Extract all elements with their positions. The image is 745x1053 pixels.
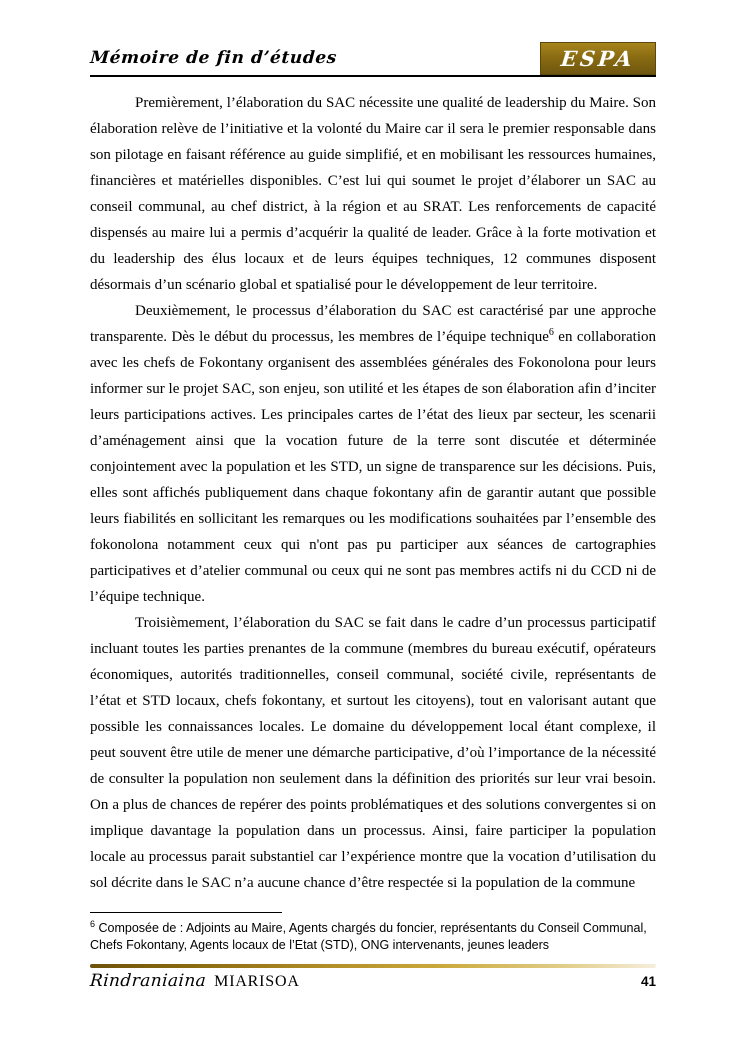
footnote-text <box>90 920 656 954</box>
footnote-area <box>90 912 656 954</box>
footnote-reference-6: 6 <box>548 327 554 338</box>
paragraph-troisiemement: Troisièmement, l’élaboration du SAC se fait dans le cadre d’un processus participatif incluant toutes les parties prenantes de la commune (membres du bureau exécutif, opérateurs économiques, autorités traditionnelles, conseil communal, société civile, représentants de l’état et STD locaux, chefs fokontany, et surtout les citoyens), tout en valorisant autant que possible les connaissances locales. Le domaine du développement local étant complexe, il peut souvent être utile de mener une démarche participative, d’où l’importance de la nécessité de consulter la population non seulement dans la définition des priorités sur leur vrai besoin. On a plus de chances de repérer des points problématiques et des solutions convergentes si on implique davantage la population dans un processus. Ainsi, faire participer la population locale au processus parait substantiel car l’expérience montre que la vocation d’utilisation du sol décrite dans le SAC n’a aucune chance d’être respectée si la population de la commune <box>90 615 656 891</box>
footnote-separator-rule <box>90 912 282 913</box>
paragraph-2-text-after-footnote-ref: en collaboration avec les chefs de Fokontany organisent des assemblées générales des Fokonolona pour leurs informer sur le projet SAC, son enjeu, son utilité et les étapes de son élaboration afin d’inciter leurs participations actives. Les principales cartes de l’état des lieux par secteur, les scenarii d’aménagement ainsi que la vocation future de la terre sont discutée et déterminée conjointement avec la population et les STD, un signe de transparence sur les décisions. Puis, elles sont affichés publiquement dans chaque fokontany afin de garantir autant que possible leurs fiabilités en sollicitant les remarques ou les modifications souhaitées par l’ensemble des fokonolona notamment ceux qui n'ont pas pu participer aux séances de cartographies participatives et d’atelier communal ou ceux qui ne sont pas membres actifs ni du CCD ni de l’équipe technique. <box>90 329 656 605</box>
whitespace-spacer <box>90 896 656 912</box>
paragraph-deuxiemement <box>90 298 656 610</box>
footnote-body: Composée de : Adjoints au Maire, Agents chargés du foncier, représentants du Conseil Communal, Chefs Fokontany, Agents locaux de l’Etat (STD), ONG intervenants, jeunes leaders <box>90 921 647 952</box>
paragraph-2-text-before-footnote-ref: Deuxièmement, le processus d’élaboration du SAC est caractérisé par une approche transparente. Dès le début du processus, les membres de l’équipe technique <box>90 303 656 345</box>
page-header <box>90 42 656 77</box>
footer-row <box>90 971 656 991</box>
running-header-title: Mémoire de fin d’études <box>89 48 338 68</box>
footer-gold-rule <box>90 964 656 968</box>
espa-logo <box>540 42 656 75</box>
page-number: 41 <box>640 974 656 989</box>
page-footer <box>90 964 656 991</box>
author-name <box>90 971 300 991</box>
footnote-number: 6 <box>90 918 96 929</box>
espa-logo-text: ESPA <box>559 46 637 71</box>
paragraph-premierement: Premièrement, l’élaboration du SAC nécessite une qualité de leadership du Maire. Son élaboration relève de l’initiative et la volonté du Maire car il sera le premier responsable dans son pilotage en faisant référence au guide simplifié, et en mobilisant les ressources humaines, financières et matérielles disponibles. C’est lui qui soumet le projet d’élaborer un SAC au conseil communal, au chef district, à la région et au SRAT. Les renforcements de capacité dispensés au maire lui a permis d’acquérir la qualité de leader. Grâce à la forte motivation et du leadership des élus locaux et de leurs équipes techniques, 12 communes disposent désormais d’un scénario global et spatialisé pour le développement de leur territoire. <box>90 95 656 293</box>
author-last-name: MIARISOA <box>214 973 300 990</box>
author-first-name: Rindraniaina <box>89 971 207 991</box>
document-body <box>90 90 656 896</box>
